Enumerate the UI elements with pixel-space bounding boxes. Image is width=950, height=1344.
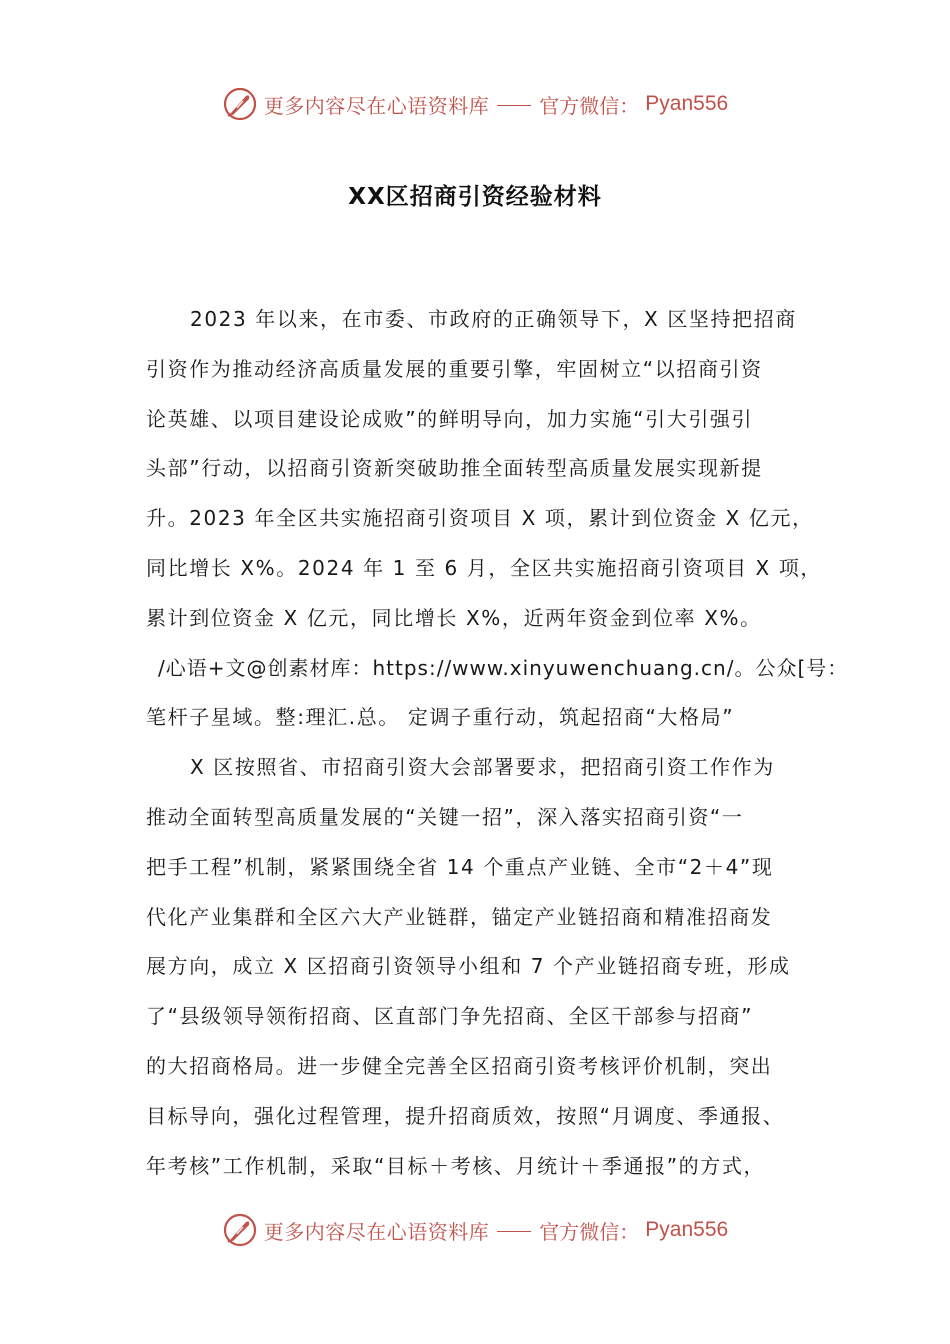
body-line: 引资作为推动经济高质量发展的重要引擎，牢固树立“以招商引资 [146,356,763,381]
body-line: 头部”行动，以招商引资新突破助推全面转型高质量发展实现新提 [146,456,763,481]
body-line-section-heading: 笔杆子星域。整:理汇.总。 定调子重行动，筑起招商“大格局” [146,705,735,730]
quill-pen-logo-icon [222,86,258,122]
document-title: XX区招商引资经验材料 [348,184,602,210]
banner-official-label: 官方微信： [539,93,640,118]
body-line: 的大招商格局。进一步健全完善全区招商引资考核评价机制，突出 [146,1053,773,1078]
document-body [146,295,849,1191]
banner-dash-divider [497,1231,531,1232]
body-line: 升。2023 年全区共实施招商引资项目 X 项，累计到位资金 X 亿元， [146,506,814,531]
banner-wechat-id: Pyan556 [645,92,729,115]
banner-wechat-id: Pyan556 [645,1218,729,1241]
body-line: 目标导向，强化过程管理，提升招商质效，按照“月调度、季通报、 [146,1103,785,1128]
body-line: 论英雄、以项目建设论成败”的鲜明导向，加力实施“引大引强引 [146,406,754,431]
banner-text: 更多内容尽在心语资料库 [263,1219,490,1244]
body-line: 累计到位资金 X 亿元，同比增长 X%，近两年资金到位率 X%。 [146,605,762,630]
quill-pen-logo-icon [222,1212,258,1248]
banner-dash-divider [497,105,531,106]
body-line: 展方向，成立 X 区招商引资领导小组和 7 个产业链招商专班，形成 [146,954,791,979]
body-line: 代化产业集群和全区六大产业链群，锚定产业链招商和精准招商发 [146,904,773,929]
header-banner [0,82,950,126]
body-line: X 区按照省、市招商引资大会部署要求，把招商引资工作作为 [190,755,775,780]
body-line: 推动全面转型高质量发展的“关键一招”，深入落实招商引资“一 [146,804,744,829]
body-line: 2023 年以来，在市委、市政府的正确领导下，X 区坚持把招商 [190,307,797,331]
body-line: 了“县级领导领衔招商、区直部门争先招商、全区干部参与招商” [146,1004,754,1029]
body-line: 同比增长 X%。2024 年 1 至 6 月，全区共实施招商引资项目 X 项， [146,555,823,580]
body-line: 年考核”工作机制，采取“目标＋考核、月统计＋季通报”的方式， [146,1153,766,1178]
body-line-source-note: /心语+文@创素材库：https://www.xinyuwenchuang.cn/。公众[号： [158,655,849,680]
body-line: 把手工程”机制，紧紧围绕全省 14 个重点产业链、全市“2＋4”现 [146,854,774,879]
banner-text: 更多内容尽在心语资料库 [263,93,490,118]
banner-official-label: 官方微信： [539,1219,640,1244]
footer-banner [0,1208,950,1252]
